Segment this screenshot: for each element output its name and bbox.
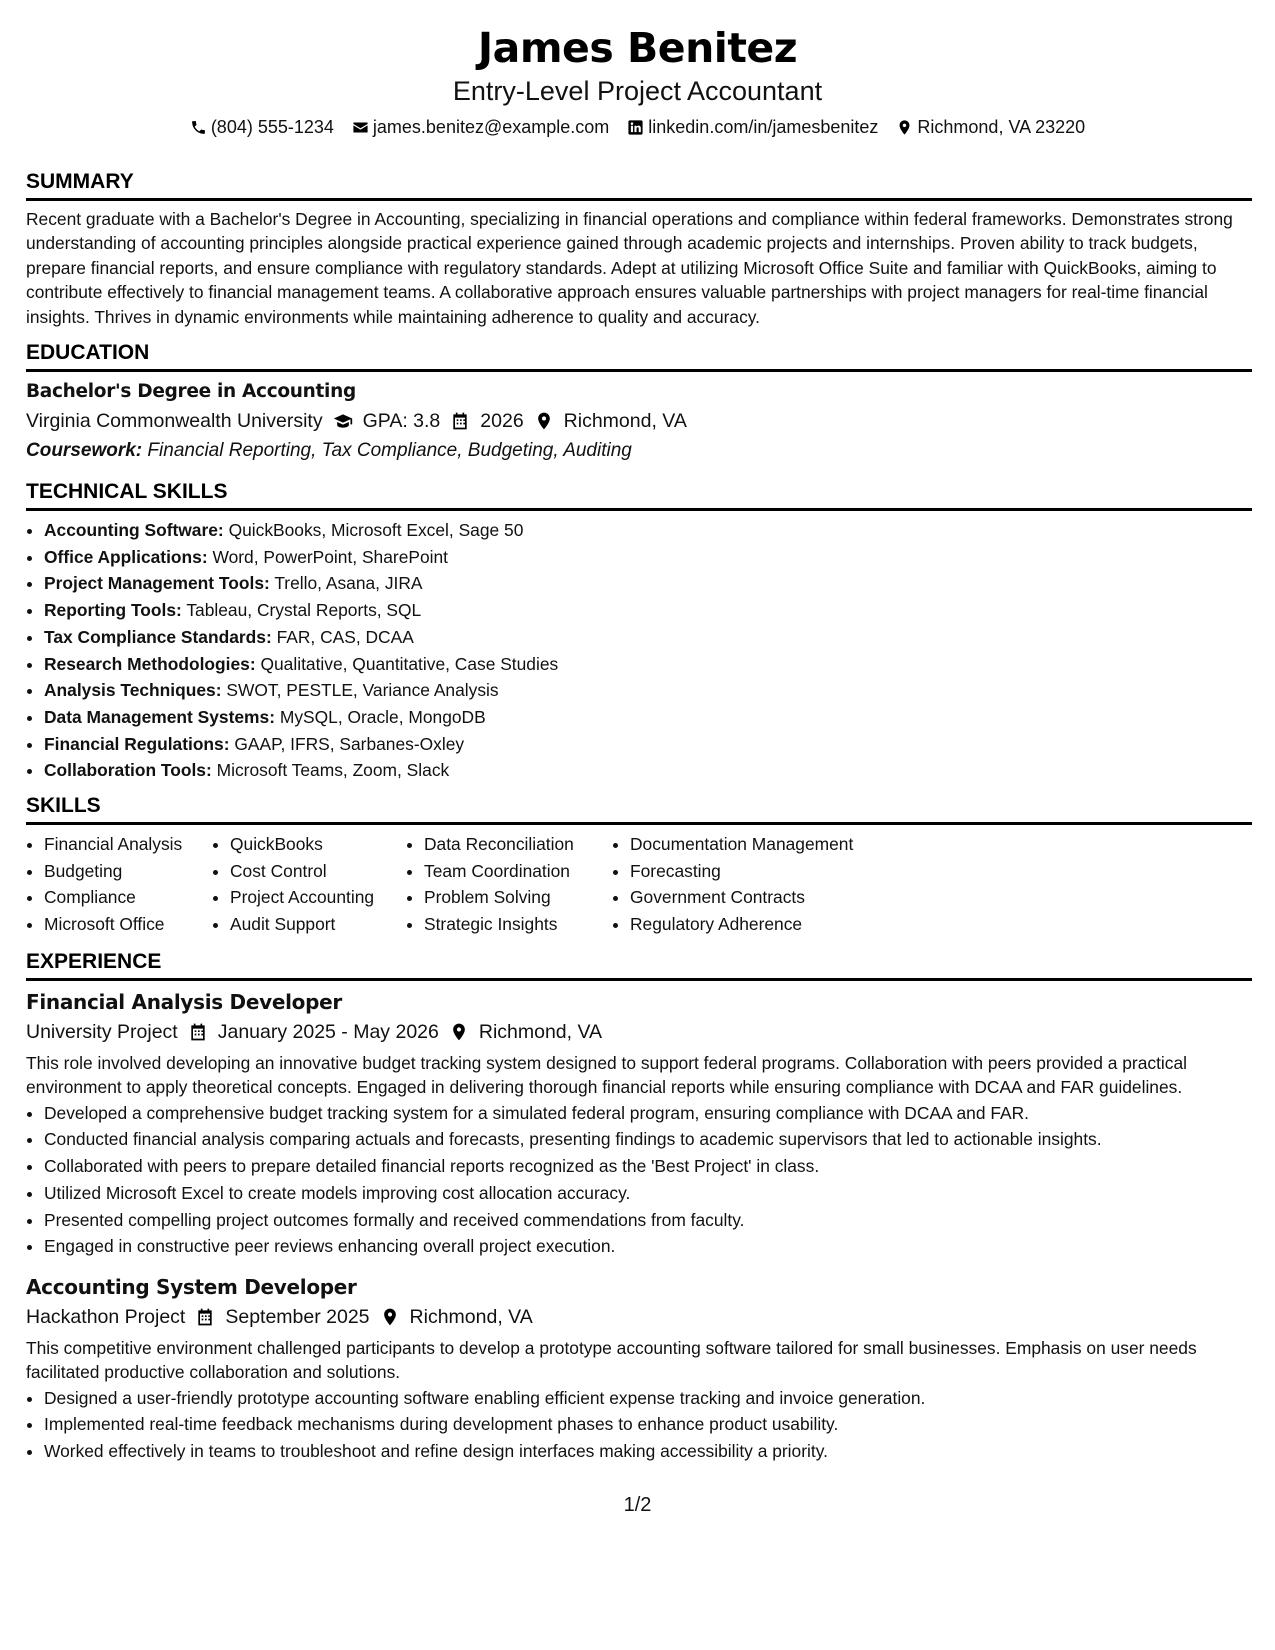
section-title: SKILLS (26, 794, 101, 818)
coursework-text: Financial Reporting, Tax Compliance, Budgeting, Auditing (147, 440, 632, 462)
candidate-role: Entry-Level Project Accountant (452, 76, 823, 106)
job-bullets (26, 1385, 1252, 1465)
job-description: This competitive environment challenged participants to develop a prototype accounting software tailored for small businesses. Emphasis on user needs facilitated productive collaboration and solutions. (26, 1337, 1197, 1383)
skill-value: Microsoft Teams, Zoom, Slack (216, 760, 450, 781)
section-divider (26, 198, 1252, 201)
list-item: • Government Contracts (630, 884, 910, 911)
job-org: University Project (26, 1020, 178, 1043)
technical-skills-list (26, 517, 1252, 784)
edu-location-item (534, 406, 687, 436)
skill-label: Project Management Tools: (44, 573, 270, 594)
skill-label: Collaboration Tools: (44, 760, 212, 781)
list-item: • Compliance (44, 884, 212, 911)
map-pin-icon (380, 1307, 400, 1327)
job-title: Accounting System Developer (26, 1274, 357, 1299)
list-item (44, 624, 1252, 651)
gpa-text: GPA: 3.8 (362, 410, 441, 433)
skill-value: Word, PowerPoint, SharePoint (212, 546, 449, 567)
resume-header (0, 22, 1275, 140)
experience-section (26, 948, 1252, 1465)
list-item: • Strategic Insights (424, 911, 612, 938)
linkedin-text[interactable]: linkedin.com/in/jamesbenitez (648, 117, 879, 137)
skill-value: MySQL, Oracle, MongoDB (279, 706, 486, 727)
section-divider (26, 822, 1252, 825)
skill-label: Tax Compliance Standards: (44, 626, 272, 647)
list-item (44, 544, 1252, 571)
skill-value: Tableau, Crystal Reports, SQL (186, 600, 422, 621)
education-section (26, 339, 1252, 466)
list-item: • Collaborated with peers to prepare detailed financial reports recognized as the 'Best Project' in class. (44, 1153, 1252, 1180)
list-item: • Financial Analysis (44, 831, 212, 858)
candidate-name: James Benitez (477, 24, 798, 72)
job-meta (26, 1302, 1252, 1332)
job-dates-item (188, 1017, 439, 1047)
resume-body (26, 168, 1252, 1465)
contact-phone (190, 114, 334, 140)
skill-value: Qualitative, Quantitative, Case Studies (260, 653, 559, 674)
summary-text: Recent graduate with a Bachelor's Degree in Accounting, specializing in financial operations and compliance within federal frameworks. Demonstrates strong understanding of accounting principles alongside practical experience gained through academic projects and internships. Proven ability to track budgets, prepare financial reports, and ensure compliance with regulatory standards. Adept at utilizing Microsoft Office Suite and familiar with QuickBooks, aiming to contribute effectively to financial management teams. A collaborative approach ensures valuable partnerships with project managers for real-time financial insights. Thrives in dynamic environments while maintaining adherence to quality and accuracy. (26, 209, 1233, 327)
list-item: • Problem Solving (424, 884, 612, 911)
skill-label: Financial Regulations: (44, 733, 230, 754)
experience-entry (26, 1272, 1252, 1465)
skills-column (406, 831, 612, 938)
school-name: Virginia Commonwealth University (26, 410, 323, 433)
gpa-item (333, 406, 441, 436)
map-pin-icon (449, 1022, 469, 1042)
technical-skills-section (26, 478, 1252, 792)
summary-section (26, 168, 1252, 329)
skills-column (212, 831, 406, 938)
list-item (44, 757, 1252, 784)
job-dates-item (195, 1302, 369, 1332)
section-title: TECHNICAL SKILLS (26, 480, 228, 504)
edu-location-text: Richmond, VA (563, 410, 687, 433)
list-item (44, 704, 1252, 731)
calendar-icon (188, 1022, 208, 1042)
list-item: • Regulatory Adherence (630, 911, 910, 938)
contact-linkedin[interactable] (627, 114, 878, 140)
email-text[interactable]: james.benitez@example.com (372, 117, 610, 137)
list-item: • Data Reconciliation (424, 831, 612, 858)
list-item: • Developed a comprehensive budget tracking system for a simulated federal program, ensuring compliance with DCAA and FAR. (44, 1100, 1252, 1127)
experience-entry (26, 987, 1252, 1260)
year-text: 2026 (480, 410, 524, 433)
skills-column (612, 831, 910, 938)
section-title: SUMMARY (26, 170, 134, 193)
contact-email[interactable] (352, 114, 609, 140)
job-location-item (449, 1017, 602, 1047)
list-item: • Designed a user-friendly prototype accounting software enabling efficient expense tracking and invoice generation. (44, 1385, 1252, 1412)
job-description: This role involved developing an innovative budget tracking system designed to support federal programs. Collaboration with peers provided a practical environment to apply theoretical concepts. Engaged in delivering thorough financial reports while ensuring compliance with DCAA and FAR guidelines. (26, 1052, 1187, 1098)
contact-bar (0, 114, 1275, 140)
coursework-label: Coursework: (26, 440, 143, 462)
skills-section (26, 792, 1252, 938)
phone-text: (804) 555-1234 (210, 117, 334, 137)
list-item (44, 570, 1252, 597)
job-dates: January 2025 - May 2026 (217, 1020, 439, 1043)
skill-value: Trello, Asana, JIRA (274, 573, 423, 594)
list-item: • Implemented real-time feedback mechanisms during development phases to enhance product usability. (44, 1411, 1252, 1438)
list-item: • Documentation Management (630, 831, 910, 858)
calendar-icon (195, 1307, 215, 1327)
list-item (44, 517, 1252, 544)
envelope-icon (352, 119, 369, 136)
list-item (44, 597, 1252, 624)
job-meta (26, 1017, 1252, 1047)
list-item (44, 677, 1252, 704)
skill-label: Analysis Techniques: (44, 680, 222, 701)
skill-value: SWOT, PESTLE, Variance Analysis (226, 680, 499, 701)
section-divider (26, 369, 1252, 372)
list-item: • Engaged in constructive peer reviews enhancing overall project execution. (44, 1233, 1252, 1260)
contact-location (896, 114, 1085, 140)
job-location: Richmond, VA (478, 1020, 603, 1043)
list-item: • Worked effectively in teams to troubleshoot and refine design interfaces making accessibility a priority. (44, 1438, 1252, 1465)
list-item: • Forecasting (630, 858, 910, 885)
job-location: Richmond, VA (409, 1305, 533, 1328)
job-org: Hackathon Project (26, 1305, 186, 1328)
list-item (44, 651, 1252, 678)
list-item: • Presented compelling project outcomes formally and received commendations from faculty. (44, 1207, 1252, 1234)
list-item: • Audit Support (230, 911, 406, 938)
skill-label: Data Management Systems: (44, 706, 275, 727)
list-item: • Budgeting (44, 858, 212, 885)
list-item: • QuickBooks (230, 831, 406, 858)
list-item: • Cost Control (230, 858, 406, 885)
location-text: Richmond, VA 23220 (917, 117, 1086, 137)
section-title: EDUCATION (26, 341, 150, 365)
map-pin-icon (896, 119, 913, 136)
linkedin-icon (627, 119, 644, 136)
page-number: 1/2 (623, 1494, 652, 1516)
list-item: • Utilized Microsoft Excel to create models improving cost allocation accuracy. (44, 1180, 1252, 1207)
calendar-icon (450, 411, 470, 431)
job-location-item (380, 1302, 533, 1332)
education-meta (26, 406, 1252, 436)
section-title: EXPERIENCE (26, 949, 162, 973)
list-item: • Microsoft Office (44, 911, 212, 938)
list-item: • Team Coordination (424, 858, 612, 885)
list-item (44, 731, 1252, 758)
section-divider (26, 508, 1252, 511)
job-dates: September 2025 (225, 1305, 370, 1328)
year-item (450, 406, 523, 436)
job-bullets (26, 1100, 1252, 1260)
skill-label: Research Methodologies: (44, 653, 256, 674)
skill-value: GAAP, IFRS, Sarbanes-Oxley (234, 733, 465, 754)
map-pin-icon (534, 411, 554, 431)
graduation-cap-icon (333, 411, 353, 431)
skills-column (26, 831, 212, 938)
skill-label: Reporting Tools: (44, 600, 182, 621)
skill-value: FAR, CAS, DCAA (276, 626, 414, 647)
skills-grid (26, 831, 1252, 938)
list-item: • Project Accounting (230, 884, 406, 911)
coursework (26, 436, 1252, 466)
degree-title: Bachelor's Degree in Accounting (26, 381, 356, 403)
section-divider (26, 978, 1252, 981)
skill-label: Accounting Software: (44, 520, 224, 541)
job-title: Financial Analysis Developer (26, 989, 342, 1014)
skill-label: Office Applications: (44, 546, 208, 567)
phone-icon (190, 119, 207, 136)
skill-value: QuickBooks, Microsoft Excel, Sage 50 (228, 520, 524, 541)
list-item: • Conducted financial analysis comparing actuals and forecasts, presenting findings to academic supervisors that led to actionable insights. (44, 1126, 1252, 1153)
